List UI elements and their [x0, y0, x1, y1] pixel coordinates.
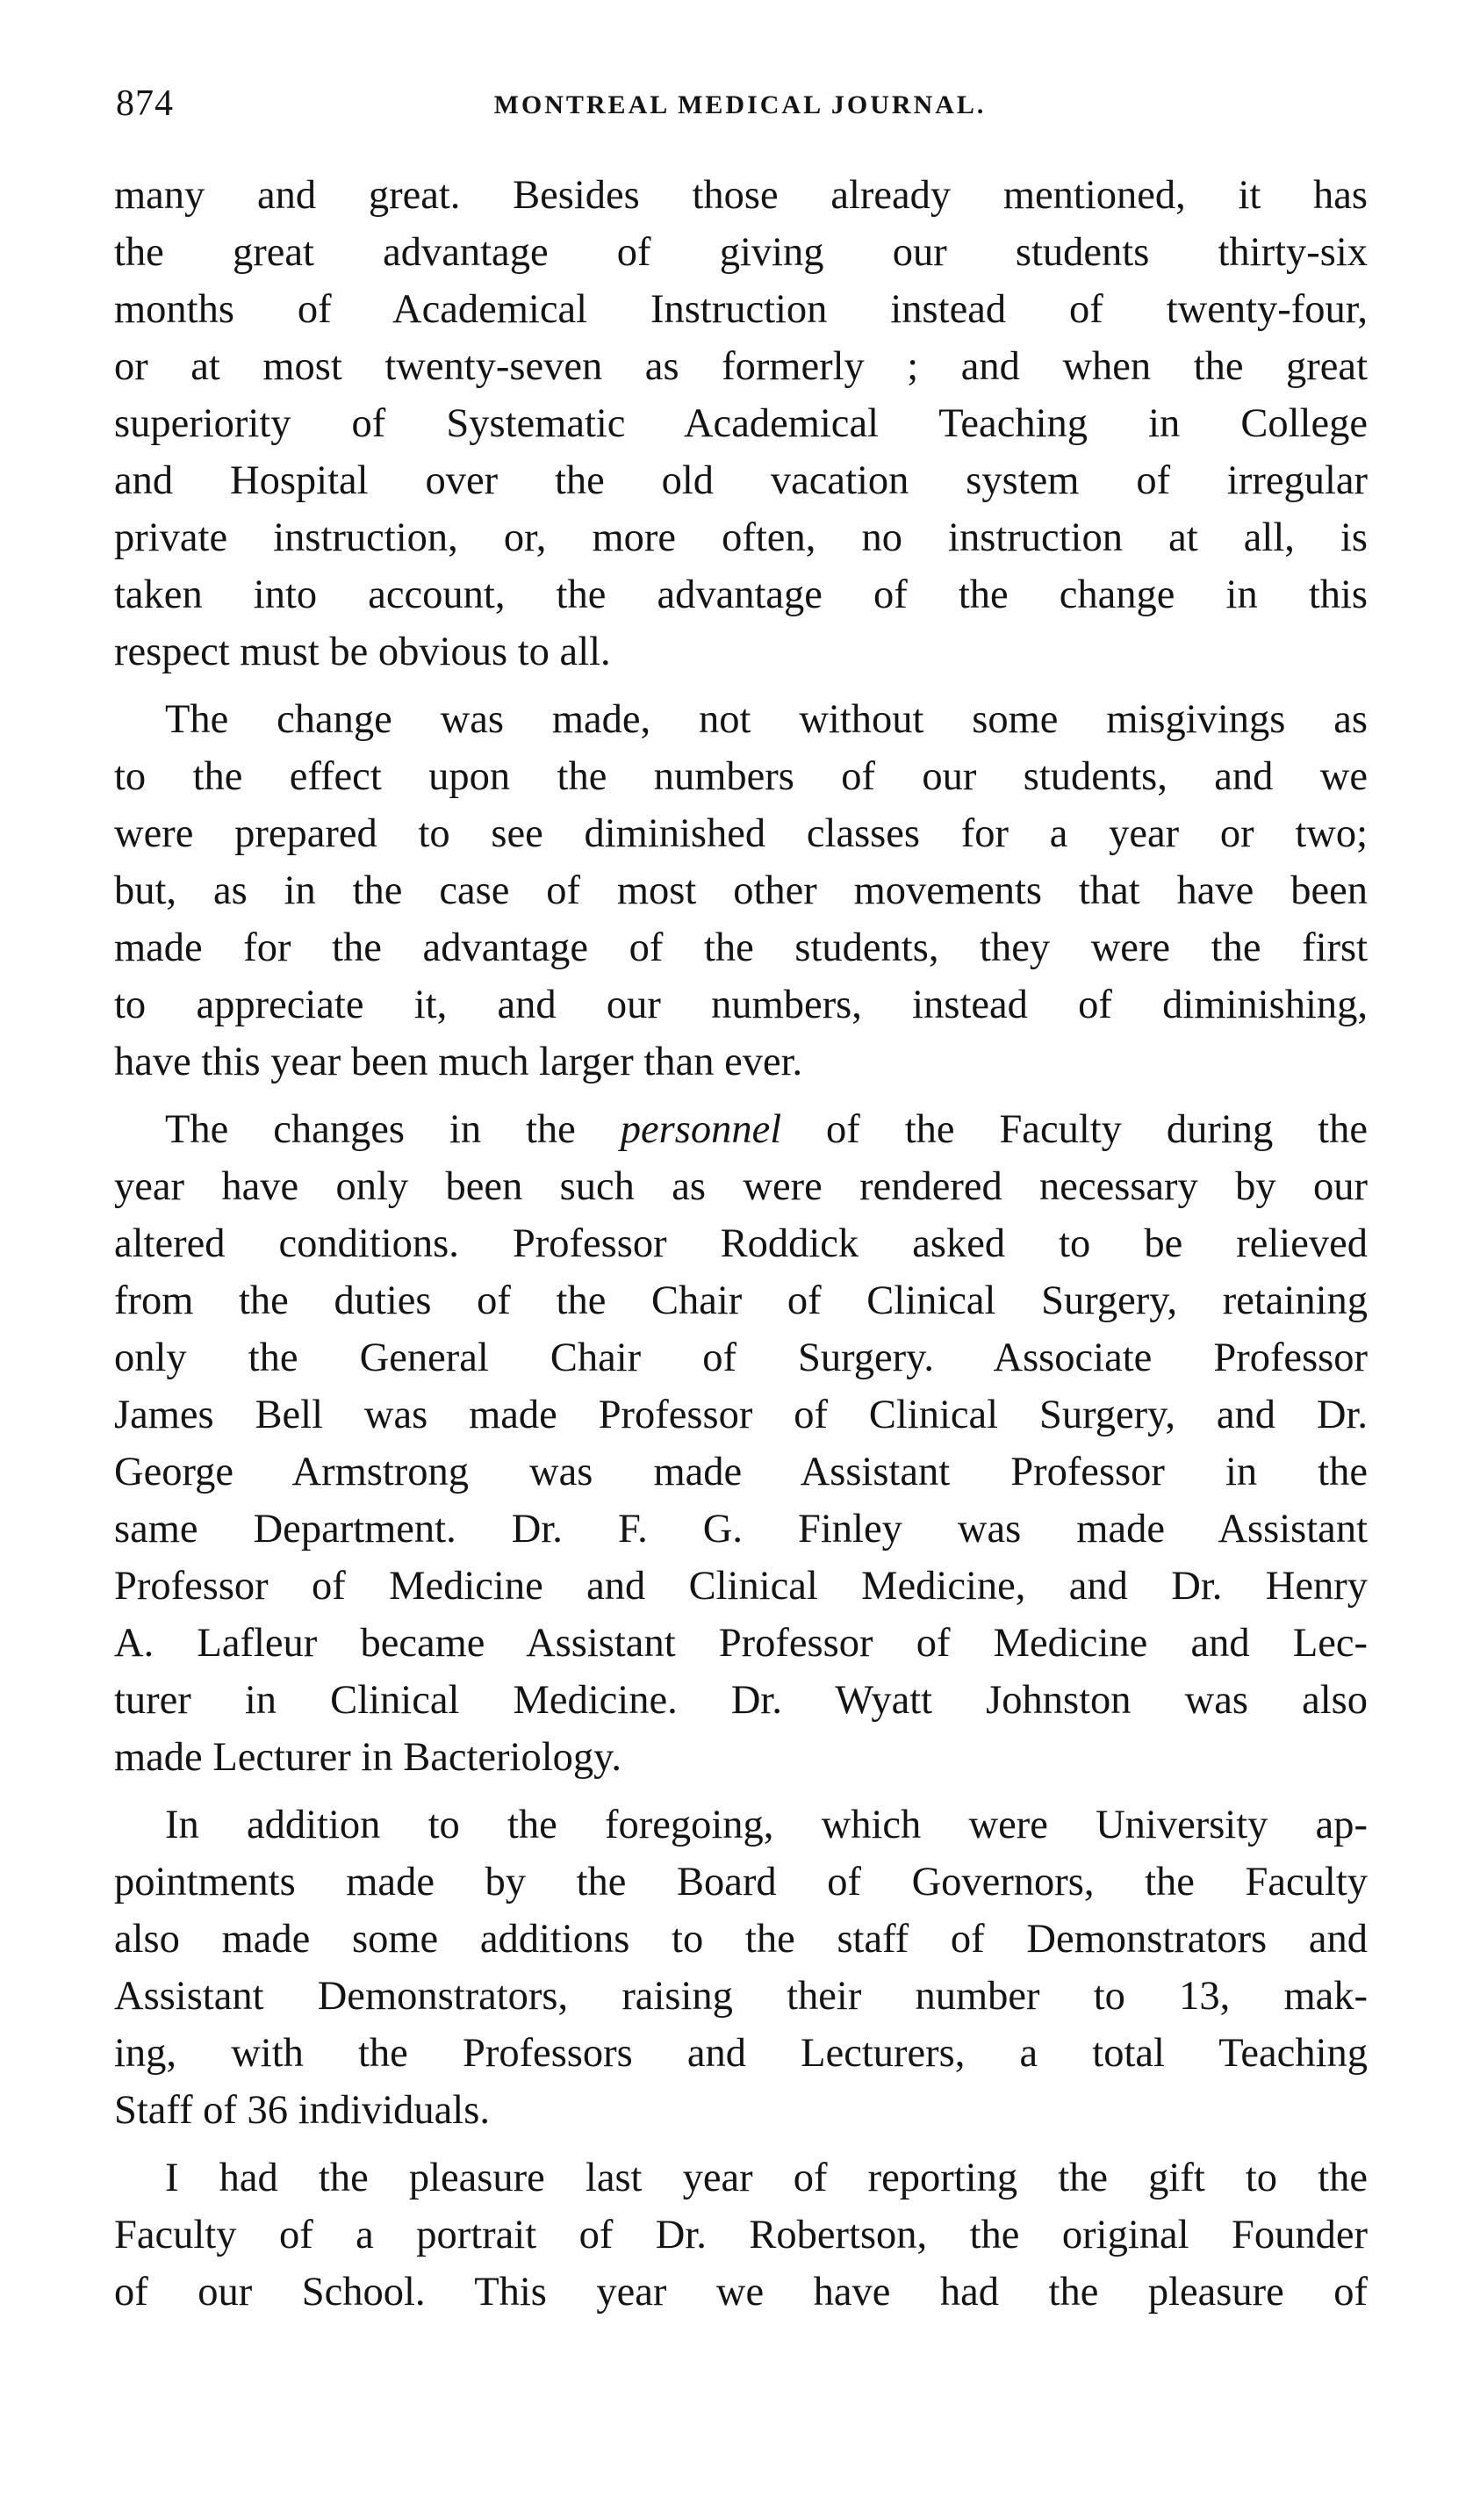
text-line: to appreciate it, and our numbers, instead of diminishing, — [114, 983, 1368, 1027]
text-line: The change was made, not without some misgivings as — [165, 697, 1368, 742]
text-line: many and great. Besides those already mentioned, it has — [114, 173, 1368, 218]
text-line: Staff of 36 individuals. — [114, 2088, 490, 2133]
text-line: same Department. Dr. F. G. Finley was made Assistant — [114, 1507, 1368, 1552]
text-line: James Bell was made Professor of Clinical Surgery, and Dr. — [114, 1393, 1368, 1437]
text-line: have this year been much larger than ever. — [114, 1040, 803, 1084]
paragraph-3 — [114, 1101, 1368, 1786]
text-line: respect must be obvious to all. — [114, 630, 611, 674]
text-line: to the effect upon the numbers of our students, and we — [114, 754, 1368, 799]
text-line: the great advantage of giving our students thirty-six — [114, 230, 1368, 275]
paragraph-5 — [114, 2149, 1368, 2321]
text-line: pointments made by the Board of Governors, the Faculty — [114, 1860, 1368, 1904]
text-line: altered conditions. Professor Roddick asked to be relieved — [114, 1221, 1368, 1266]
page-number: 874 — [116, 83, 174, 124]
text-line: A. Lafleur became Assistant Professor of Medicine and Lec- — [114, 1621, 1368, 1666]
text-run: The changes in the — [165, 1107, 621, 1152]
text-line: from the duties of the Chair of Clinical Surgery, retaining — [114, 1278, 1368, 1323]
text-line: months of Academical Instruction instead of twenty-four, — [114, 287, 1368, 332]
running-head — [116, 77, 1364, 130]
text-line: I had the pleasure last year of reporting the gift to the — [165, 2156, 1368, 2200]
text-line: but, as in the case of most other movements that have been — [114, 868, 1368, 913]
text-line: taken into account, the advantage of the change in this — [114, 572, 1368, 617]
text-line: private instruction, or, more often, no instruction at all, is — [114, 515, 1368, 560]
journal-title: MONTREAL MEDICAL JOURNAL. — [493, 90, 987, 119]
text-line: or at most twenty-seven as formerly ; and when the great — [114, 344, 1368, 389]
text-line: turer in Clinical Medicine. Dr. Wyatt Johnston was also — [114, 1678, 1368, 1723]
text-line: George Armstrong was made Assistant Professor in the — [114, 1450, 1368, 1494]
text-line: In addition to the foregoing, which were University ap- — [165, 1803, 1368, 1847]
text-line: of our School. This year we have had the pleasure of — [114, 2270, 1368, 2315]
text-line: only the General Chair of Surgery. Associate Professor — [114, 1336, 1368, 1380]
italic-term: personnel — [620, 1107, 782, 1152]
body-text — [114, 167, 1368, 2331]
text-line: Professor of Medicine and Clinical Medicine, and Dr. Henry — [114, 1564, 1368, 1609]
text-line: Faculty of a portrait of Dr. Robertson, the original Founder — [114, 2213, 1368, 2257]
text-line: also made some additions to the staff of Demonstrators and — [114, 1917, 1368, 1962]
text-line: ing, with the Professors and Lecturers, a total Teaching — [114, 2031, 1368, 2076]
text-line: made for the advantage of the students, they were the first — [114, 925, 1368, 970]
paragraph-4 — [114, 1796, 1368, 2139]
text-line: Assistant Demonstrators, raising their number to 13, mak- — [114, 1974, 1368, 2019]
paragraph-1 — [114, 167, 1368, 680]
text-line: year have only been such as were rendered necessary by our — [114, 1164, 1368, 1209]
text-run: of the Faculty during the — [781, 1107, 1368, 1152]
text-line: and Hospital over the old vacation system of irregular — [114, 458, 1368, 503]
text-line — [114, 1101, 1368, 1158]
text-line: were prepared to see diminished classes for a year or two; — [114, 811, 1368, 856]
text-line: made Lecturer in Bacteriology. — [114, 1735, 621, 1780]
text-line: superiority of Systematic Academical Teaching in College — [114, 401, 1368, 446]
paragraph-2 — [114, 691, 1368, 1091]
